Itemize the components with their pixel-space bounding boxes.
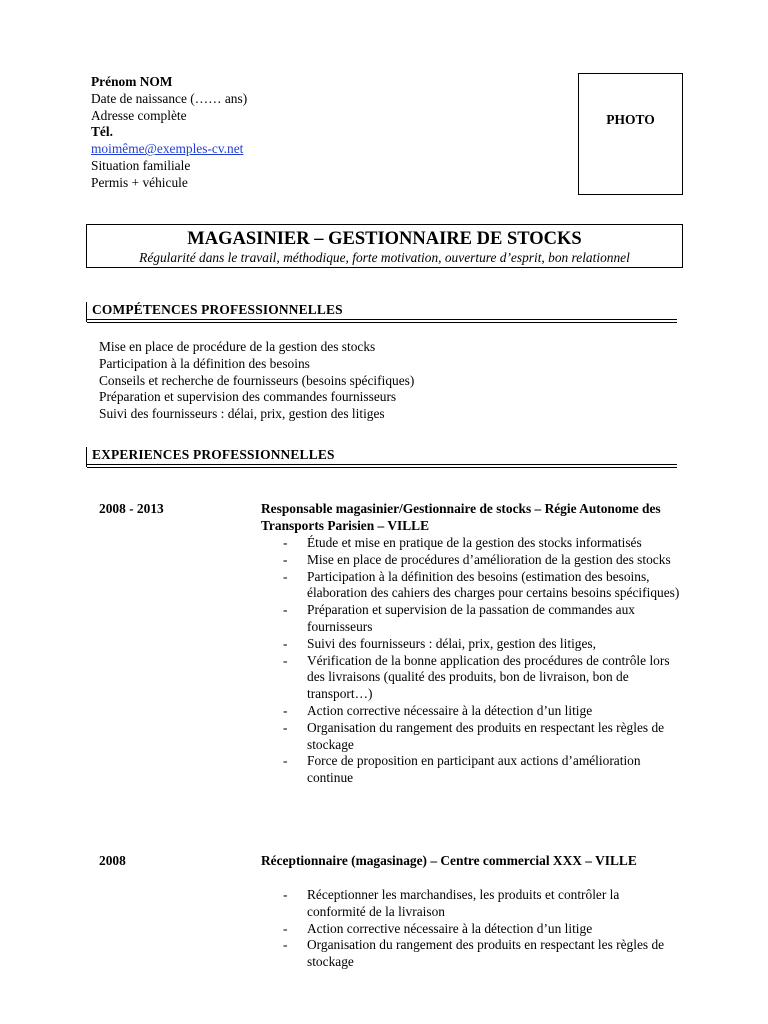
experience-bullets — [283, 535, 681, 787]
experience-bullet — [283, 921, 681, 938]
dash-marker: - — [283, 753, 288, 769]
address: Adresse complète — [91, 107, 187, 123]
experience-date: 2008 - 2013 — [99, 501, 164, 516]
birth-date: Date de naissance (…… ans) — [91, 90, 248, 106]
dash-marker: - — [283, 702, 288, 718]
dash-marker: - — [283, 535, 288, 550]
dash-marker: - — [283, 602, 288, 618]
section-rule — [87, 319, 677, 323]
dash-marker: - — [283, 887, 288, 902]
competence-item: Conseils et recherche de fournisseurs (besoins spécifiques) — [99, 372, 415, 388]
experience-bullet — [283, 636, 681, 653]
experience-title: Réceptionnaire (magasinage) – Centre commercial XXX – VILLE — [261, 853, 637, 868]
bullet-text: Action corrective nécessaire à la détection d’un litige — [307, 920, 593, 936]
photo-box — [578, 73, 683, 195]
name: Prénom NOM — [91, 74, 173, 89]
dash-marker: - — [283, 652, 288, 668]
competences-list — [99, 339, 639, 423]
bullet-text: Réceptionner les marchandises, les produits et contrôler la conformité de la livraison — [307, 887, 620, 919]
driving-license: Permis + véhicule — [91, 174, 188, 190]
experience-bullet — [283, 552, 681, 569]
experience-date: 2008 — [99, 853, 126, 868]
competence-item: Suivi des fournisseurs : délai, prix, gestion des litiges — [99, 406, 385, 422]
bullet-text: Organisation du rangement des produits en respectant les règles de stockage — [307, 719, 665, 752]
experience-title: Responsable magasinier/Gestionnaire de stocks – Régie Autonome des Transports Parisien – VILLE — [261, 501, 661, 533]
experience-bullet — [283, 937, 681, 971]
contact-block — [91, 74, 451, 192]
experience-bullet — [283, 535, 681, 552]
dash-marker: - — [283, 937, 288, 953]
bullet-text: Action corrective nécessaire à la détection d’un litige — [307, 702, 593, 718]
phone: Tél. — [91, 124, 113, 140]
experience-bullets — [283, 887, 681, 971]
tagline: Régularité dans le travail, méthodique, forte motivation, ouverture d’esprit, bon relationnel — [139, 250, 630, 265]
experience-bullet — [283, 569, 681, 603]
bullet-text: Vérification de la bonne application des procédures de contrôle lors des livraisons (qualité des produits, bon de livraison, bon de transport…) — [307, 652, 670, 702]
bullet-text: Préparation et supervision de la passation de commandes aux fournisseurs — [307, 602, 635, 634]
experience-bullet — [283, 602, 681, 636]
competence-item: Mise en place de procédure de la gestion des stocks — [99, 339, 376, 354]
email-link[interactable]: moimême@exemples-cv.net — [91, 141, 244, 157]
bullet-text: Mise en place de procédures d’amélioration de la gestion des stocks — [307, 551, 671, 567]
bullet-text: Force de proposition en participant aux actions d’amélioration continue — [307, 753, 641, 786]
family-status: Situation familiale — [91, 157, 191, 173]
competence-item: Préparation et supervision des commandes fournisseurs — [99, 389, 397, 405]
experience-bullet — [283, 653, 681, 703]
bullet-text: Participation à la définition des besoins (estimation des besoins, élaboration des cahiers des charges pour certains besoins spécifiques) — [307, 568, 680, 601]
experience-bullet — [283, 720, 681, 754]
photo-label: PHOTO — [606, 112, 655, 127]
experience-bullet — [283, 887, 681, 921]
dash-marker: - — [283, 568, 288, 584]
section-heading-experiences — [86, 447, 677, 467]
section-heading-competences — [86, 302, 677, 322]
section-rule — [87, 464, 677, 468]
bullet-text: Organisation du rangement des produits en respectant les règles de stockage — [307, 937, 665, 970]
title-box — [86, 224, 683, 268]
dash-marker: - — [283, 635, 288, 651]
bullet-text: Étude et mise en pratique de la gestion des stocks informatisés — [307, 535, 642, 550]
section-heading-label: EXPERIENCES PROFESSIONNELLES — [92, 447, 335, 462]
competence-item: Participation à la définition des besoins — [99, 355, 310, 371]
dash-marker: - — [283, 551, 288, 567]
experience-bullet — [283, 753, 681, 787]
experience-bullet — [283, 703, 681, 720]
job-title: MAGASINIER – GESTIONNAIRE DE STOCKS — [187, 229, 582, 249]
dash-marker: - — [283, 719, 288, 735]
bullet-text: Suivi des fournisseurs : délai, prix, gestion des litiges, — [307, 635, 596, 651]
section-heading-label: COMPÉTENCES PROFESSIONNELLES — [92, 302, 343, 317]
dash-marker: - — [283, 920, 288, 936]
